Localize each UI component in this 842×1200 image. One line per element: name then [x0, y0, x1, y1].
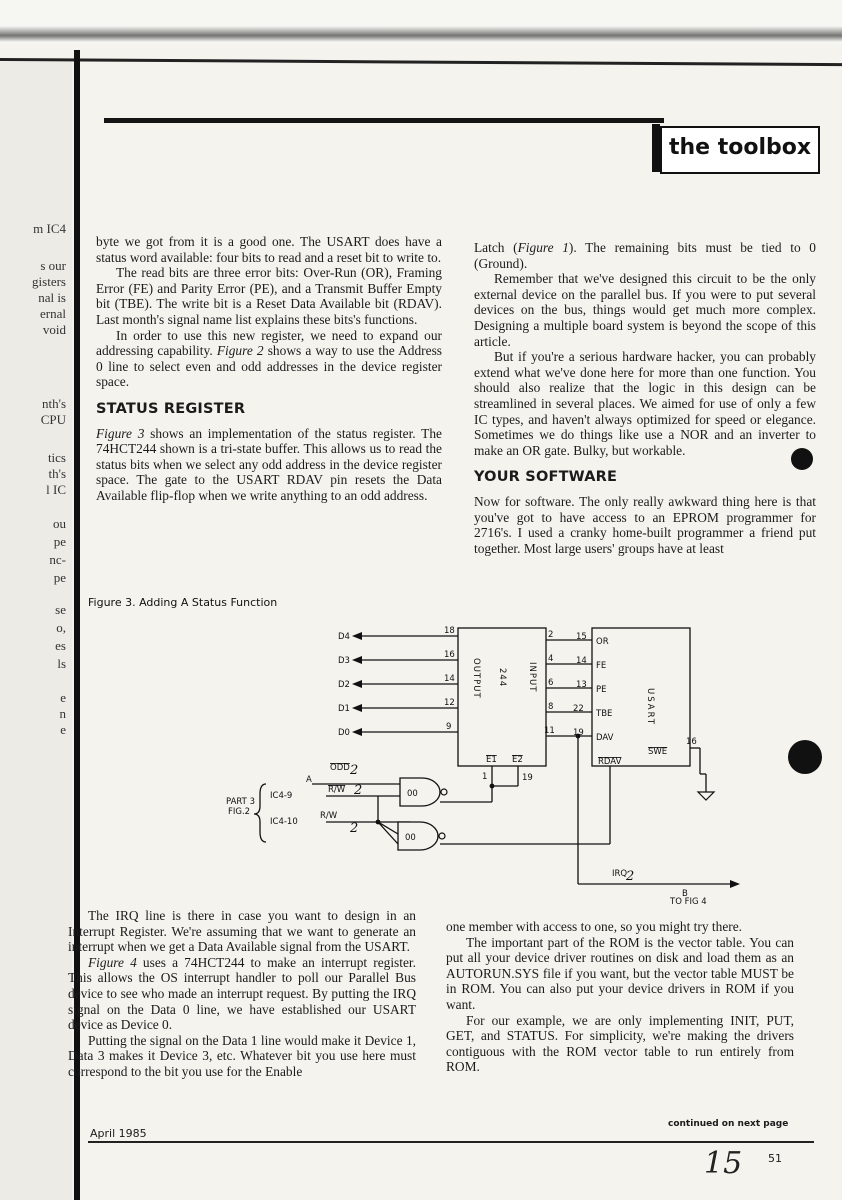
- paragraph: The IRQ line is there in case you want to design in an Interrupt Register. We're assuming that we want to generate an interrupt when we get a Data Available signal from the USART.: [68, 908, 416, 955]
- margin-fragment: gisters: [32, 274, 66, 289]
- pin-number: 14: [576, 656, 587, 666]
- paragraph: The important part of the ROM is the vector table. You can put all your device driver routines on disk and load them as an AUTORUN.SYS file if you want, but the vector table MUST be in ROM. You can also put your device drivers in ROM if you want.: [446, 934, 794, 1012]
- handwritten-mark: 2: [626, 869, 635, 884]
- gate-label: 00: [405, 833, 416, 843]
- pin-number: 9: [446, 722, 452, 732]
- margin-fragment: nc-: [49, 552, 66, 567]
- header-rule-tick: [652, 124, 660, 172]
- margin-fragment: ernal: [40, 306, 66, 321]
- margin-fragment: se: [55, 602, 66, 617]
- figure-reference: Figure 1: [517, 240, 569, 255]
- fig-ref: FIG.2: [228, 807, 251, 817]
- pin-number: 8: [548, 702, 554, 712]
- paragraph: Remember that we've designed this circuit to be the only external device on the parallel bus. If you were to put several devices on the bus, things would get much more complex. Designing a multiple board system is beyond the scope of this article.: [474, 271, 816, 349]
- margin-fragment: ls: [57, 656, 66, 671]
- paragraph: [96, 328, 442, 390]
- pin-number: 11: [544, 726, 555, 736]
- paragraph: But if you're a serious hardware hacker, you can probably extend what we've done here for more than one function. You should also realize that the logic in this design can be streamlined in several places. We aimed for use of only a few IC types, and haven't always optimized for speed or elegance. Sometimes we do things like use a NOR and an inverter to make an OR gate. Bulky, but workable.: [474, 349, 816, 458]
- margin-fragment: pe: [53, 570, 66, 585]
- pin-number: 12: [444, 698, 455, 708]
- output-label: D3: [338, 656, 350, 666]
- section-title: the toolbox: [660, 126, 820, 174]
- buffer-output-label: OUTPUT: [471, 658, 481, 699]
- text-run: shows an implementation of the status register. The 74HCT244 shown is a tri-state buffer. This allows us to read the status bits when we select any odd address in the device register space. The gate to the USART RDAV pin resets the Data Available flip-flop when we write anything to an odd address.: [96, 425, 442, 503]
- pin-number: 19: [522, 773, 533, 783]
- page-edge-line: [0, 58, 842, 66]
- scan-blot: [791, 448, 813, 470]
- handwritten-mark: 2: [354, 783, 363, 798]
- gate-label: 00: [407, 789, 418, 799]
- swe-label: SWE: [648, 747, 668, 757]
- usart-body: [592, 628, 690, 766]
- enable-label: E1: [486, 755, 497, 765]
- output-label: D0: [338, 728, 350, 738]
- figure-reference: Figure 4: [88, 954, 137, 970]
- pin-number: 2: [548, 630, 554, 640]
- margin-fragment: s our: [40, 258, 66, 273]
- usart-signal: OR: [596, 637, 609, 647]
- margin-fragment: tics: [47, 450, 66, 465]
- pin-number: 16: [686, 737, 697, 747]
- text-run: In order to use this new register, we need to expand our addressing capability.: [96, 327, 442, 359]
- margin-fragment: o,: [56, 620, 66, 635]
- margin-fragment: e: [60, 722, 66, 737]
- nand-gate-2: [398, 822, 438, 850]
- margin-fragment: es: [55, 638, 66, 653]
- pin-number: 1: [482, 772, 488, 782]
- text-run: shows a way to use the Address 0 line to select even and odd addresses in the device register space.: [96, 343, 442, 390]
- paragraph: Now for software. The only really awkward thing here is that you've got to have access to an EPROM programmer for 2716's. I used a cranky home-built programmer a friend put together. Most large users' groups have at least: [474, 493, 816, 556]
- margin-fragment: ou: [53, 516, 66, 531]
- pin-number: 13: [576, 680, 587, 690]
- enable-label: E2: [512, 755, 523, 765]
- usart-signal: DAV: [596, 733, 614, 743]
- pin-number: 6: [548, 678, 554, 688]
- paragraph: byte we got from it is a good one. The USART does have a status word available: four bits to read and a reset bit to write to.: [96, 234, 442, 265]
- margin-fragment: CPU: [40, 412, 66, 427]
- ic-ref: IC4-10: [270, 817, 298, 827]
- column-right-bottom: [446, 919, 794, 1075]
- margin-fragment: m IC4: [33, 221, 66, 236]
- figure-reference: Figure 3: [96, 425, 145, 441]
- pin-number: 4: [548, 654, 554, 664]
- pin-number: 19: [573, 728, 584, 738]
- buffer-part-label: 244: [497, 668, 507, 688]
- output-label: D1: [338, 704, 350, 714]
- paragraph: [474, 240, 816, 271]
- paragraph: Putting the signal on the Data 1 line would make it Device 1, Data 3 makes it Device 3, etc. Whatever bit you use here must correspond to the bit you use for the Enable: [68, 1032, 416, 1079]
- nand-gate-1: [400, 778, 440, 806]
- text-run: ). The remaining bits must be tied to 0 (Ground).: [474, 240, 816, 271]
- rdav-label: RDAV: [598, 757, 622, 767]
- ic-ref: IC4-9: [270, 791, 293, 801]
- scan-blot: [788, 740, 822, 774]
- status-register-schematic: [200, 618, 760, 908]
- margin-fragment: l IC: [46, 482, 66, 497]
- paragraph: [96, 426, 442, 504]
- usart-signal: FE: [596, 661, 607, 671]
- signal-rw: R/W: [320, 811, 338, 821]
- pin-number: 15: [576, 632, 587, 642]
- pin-number: 18: [444, 626, 455, 636]
- column-left-bottom: [68, 908, 416, 1080]
- margin-fragment: n: [59, 706, 66, 721]
- paragraph: one member with access to one, so you might try there.: [446, 919, 743, 934]
- out-b-label: B: [682, 889, 688, 899]
- buffer-input-label: INPUT: [527, 662, 537, 693]
- output-label: D2: [338, 680, 350, 690]
- scan-streak: [0, 26, 842, 42]
- paragraph: The read bits are three error bits: Over-Run (OR), Framing Error (FE) and Parity Error (PE), and a Transmit Buffer Empty bit (TBE). The write bit is a Reset Data Available bit (RDAV). Last month's signal name list explains these bits's functions.: [96, 265, 442, 327]
- to-fig-label: TO FIG 4: [670, 897, 707, 907]
- paragraph: For our example, we are only implementing INIT, PUT, GET, and STATUS. For simplicity, we're making the drivers contiguous with the ROM vector table to run entirely from ROM.: [446, 1012, 794, 1075]
- margin-fragment: void: [42, 322, 66, 337]
- text-run: uses a 74HCT244 to make an interrupt register. This allows the OS interrupt handler to poll our Parallel Bus device to see who made an interrupt request. By putting the IRQ signal on the Data 0 line, we have established our USART device as Device 0.: [68, 954, 416, 1033]
- column-left-top: [96, 234, 442, 504]
- irq-label: IRQ: [612, 869, 628, 879]
- handwritten-mark: 2: [350, 763, 359, 778]
- continued-notice: continued on next page: [668, 1119, 789, 1129]
- margin-fragment: pe: [53, 534, 66, 549]
- text-run: Latch (: [474, 240, 518, 255]
- margin-fragment: th's: [48, 466, 66, 481]
- header-rule: [104, 118, 664, 123]
- pin-number: 14: [444, 674, 455, 684]
- pin-number: 22: [573, 704, 584, 714]
- page-number: 51: [768, 1152, 782, 1165]
- part-ref: PART 3: [226, 797, 255, 807]
- handwritten-page-number: 15: [704, 1146, 743, 1181]
- margin-fragment: nth's: [41, 396, 66, 411]
- signal-odd: ODD: [330, 763, 350, 773]
- section-heading: STATUS REGISTER: [96, 400, 246, 417]
- output-label: D4: [338, 632, 350, 642]
- section-heading: YOUR SOFTWARE: [474, 469, 618, 486]
- signal-a: A: [306, 775, 312, 785]
- usart-label: USART: [645, 688, 655, 727]
- column-right-top: [474, 240, 816, 556]
- signal-rw-bar: R/W: [328, 785, 346, 795]
- margin-fragment: nal is: [38, 290, 66, 305]
- figure-caption: Figure 3. Adding A Status Function: [88, 596, 278, 609]
- usart-signal: PE: [596, 685, 607, 695]
- margin-fragment: e: [60, 690, 66, 705]
- handwritten-mark: 2: [350, 821, 359, 836]
- issue-date: April 1985: [90, 1127, 147, 1140]
- usart-signal: TBE: [596, 709, 613, 719]
- paragraph: [68, 955, 416, 1033]
- ground-symbol: [698, 792, 714, 800]
- footer-rule: [88, 1141, 814, 1143]
- pin-number: 16: [444, 650, 455, 660]
- figure-reference: Figure 2: [216, 343, 264, 359]
